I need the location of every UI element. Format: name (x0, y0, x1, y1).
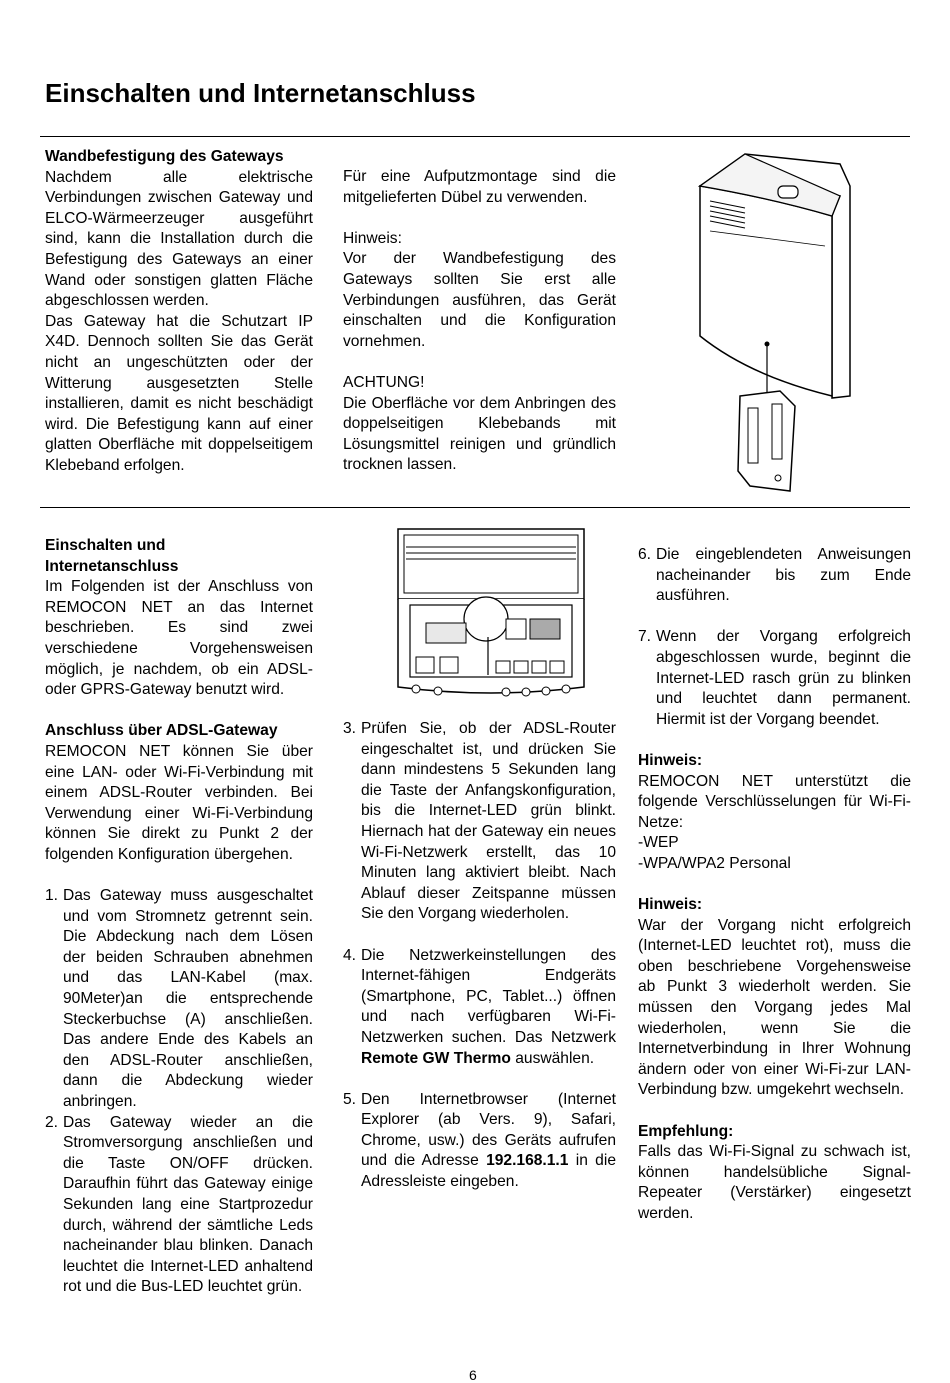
hint-1-label: Hinweis: (638, 751, 703, 769)
gateway-wall-mount-illustration (690, 146, 870, 496)
step-2 (45, 1113, 313, 1298)
step-4-number: 4. (343, 946, 357, 964)
wall-mount-heading: Wandbefestigung des Gateways (45, 148, 284, 165)
adsl-gateway-paragraph: REMOCON NET können Sie über eine LAN- oder Wi-Fi-Verbindung mit einem ADSL-Router verbinden. Bei Verwendung einer Wi-Fi-Verbindung können Sie direkt zu Punkt 2 der folgenden Konfiguration übergehen. (45, 742, 313, 863)
step-1-number: 1. (45, 887, 59, 905)
step-7-number: 7. (638, 628, 652, 646)
step-4-text-after: auswählen. (510, 1049, 595, 1067)
steps-list-1-2 (45, 886, 313, 1298)
mount-warning-label: ACHTUNG! (343, 373, 425, 391)
internet-connection-section (45, 536, 313, 1298)
gateway-open-board-illustration (396, 527, 586, 702)
internet-connection-heading: Einschalten und Internetanschluss (45, 537, 179, 575)
steps-list-6-7 (638, 545, 911, 730)
mount-dowels-paragraph: Für eine Aufputzmontage sind die mitgelieferten Dübel zu verwenden. (343, 168, 616, 206)
step-7 (638, 627, 911, 730)
hint-2-label: Hinweis: (638, 896, 703, 914)
adsl-gateway-heading: Anschluss über ADSL-Gateway (45, 722, 278, 740)
step-4-network-name: Remote GW Thermo (361, 1049, 511, 1067)
recommendation-text: Falls das Wi-Fi-Signal zu schwach ist, können handelsübliche Signal-Repeater (Verstärker) eingesetzt werden. (638, 1143, 911, 1222)
step-5-text-before: Den Internetbrowser (Internet Explorer (ab Vers. 9), Safari, Chrome, usw.) des Geräts aufrufen und die Adresse (361, 1090, 616, 1170)
internet-connection-intro: Im Folgenden ist der Anschluss von REMOCON NET an das Internet beschrieben. Es sind zwei verschiedene Vorgehensweisen möglich, je nachdem, ob ein ADSL- oder GPRS-Gateway benutzt wird. (45, 578, 313, 699)
step-1-text: Das Gateway muss ausgeschaltet und vom Stromnetz getrennt sein. Die Abdeckung nach dem Lösen der beiden Schrauben abnehmen und das LAN-Kabel (max. 90Meter)an die entsprechende Steckerbuchse (A) anschließen. Das andere Ende des Kabels an den ADSL-Router anschließen, dann die Abdeckung wieder anbringen. (63, 887, 313, 1111)
wall-mount-section (45, 147, 313, 477)
mount-warning-text: Die Oberfläche vor dem Anbringen des doppelseitigen Klebebands mit Lösungsmittel reinigen und gründlich trocknen lassen. (343, 394, 616, 474)
steps-6-7-and-hints-section (638, 545, 911, 1225)
wall-mount-paragraph-2: Das Gateway hat die Schutzart IP X4D. Dennoch sollten Sie das Gerät nicht an ungeschützten oder der Witterung ausgesetzten Stelle installieren, damit es nicht beschädigt wird. Die Befestigung kann auf einer glatten Oberfläche mit doppelseitigem Klebeband erfolgen. (45, 312, 313, 474)
step-6-number: 6. (638, 546, 652, 563)
step-7-text: Wenn der Vorgang erfolgreich abgeschlossen wurde, beginnt die Internet-LED rasch grün zu blinken und leuchtet dann permanent. Hiermit ist der Vorgang beendet. (656, 628, 911, 728)
step-5-text-after: in die Adressleiste eingeben. (361, 1152, 616, 1191)
hint-1-item-wpa: -WPA/WPA2 Personal (638, 854, 791, 872)
step-5-number: 5. (343, 1090, 357, 1108)
step-3 (343, 719, 616, 925)
mount-hint-text: Vor der Wandbefestigung des Gateways sollten Sie erst alle Verbindungen ausführen, das Gerät einschalten und die Konfiguration vornehmen. (343, 250, 616, 350)
step-3-text: Prüfen Sie, ob der ADSL-Router eingeschaltet ist, und drücken Sie dann mindestens 5 Sekunden lang die Taste der Anfangskonfiguration, bis die Internet-LED grün blinkt. Hiernach hat der Gateway ein neues Wi-Fi-Netzwerk erstellt, das 10 Minuten lang aktiviert bleibt. Nach Ablauf dieser Zeitspanne müssen Sie den Vorgang wiederholen. (361, 720, 616, 923)
step-2-number: 2. (45, 1113, 59, 1131)
steps-3-5-section (343, 719, 616, 1193)
recommendation-label: Empfehlung: (638, 1122, 734, 1140)
mount-hint-label: Hinweis: (343, 229, 402, 247)
steps-list-3-5 (343, 719, 616, 1193)
step-4 (343, 946, 616, 1070)
middle-divider (40, 507, 910, 508)
wall-mount-paragraph-1: Nachdem alle elektrische Verbindungen zwischen Gateway und ELCO-Wärmeerzeuger ausgeführt sind, kann die Installation durch die Befestigung des Gateways an einer Wand oder sonstigen glatten Fläche abgeschlossen werden. (45, 168, 313, 310)
hint-1-text: REMOCON NET unterstützt die folgende Verschlüsselungen für Wi-Fi-Netze: (638, 772, 911, 831)
step-5-ip-address: 192.168.1.1 (486, 1152, 569, 1170)
step-1 (45, 886, 313, 1113)
page-title: Einschalten und Internetanschluss (45, 78, 476, 108)
mount-notes-section (343, 167, 616, 476)
hint-2-text: War der Vorgang nicht erfolgreich (Internet-LED leuchtet rot), muss die oben beschriebene Vorgehensweise ab Punkt 3 wiederholt werden. Sie müssen den Vorgang jedes Mal wiederholen, wenn Sie die Internetverbindung in Ihrer Wohnung ändern oder von einer Wi-Fi-zur LAN-Verbindung bzw. umgekehrt wechseln. (638, 916, 911, 1099)
step-3-number: 3. (343, 720, 357, 737)
step-6-text: Die eingeblendeten Anweisungen nacheinander bis zum Ende ausführen. (656, 546, 911, 605)
page-number: 6 (469, 1367, 477, 1383)
step-4-text-before: Die Netzwerkeinstellungen des Internet-fähigen Endgeräts (Smartphone, PC, Tablet...) öffnen und nach verfügbaren Wi-Fi-Netzwerken suchen. Das Netzwerk (361, 946, 616, 1046)
step-2-text: Das Gateway wieder an die Stromversorgung anschließen und die Taste ON/OFF drücken. Daraufhin führt das Gateway einige Sekunden lang eine Startprozedur durch, während der sämtliche Leds nacheinander blau blinken. Danach leuchtet die Internet-LED anhaltend rot und die Bus-LED leuchtet grün. (63, 1113, 313, 1296)
top-divider (40, 136, 910, 137)
hint-1-item-wep: -WEP (638, 834, 679, 852)
step-6 (638, 545, 911, 607)
step-5 (343, 1090, 616, 1193)
